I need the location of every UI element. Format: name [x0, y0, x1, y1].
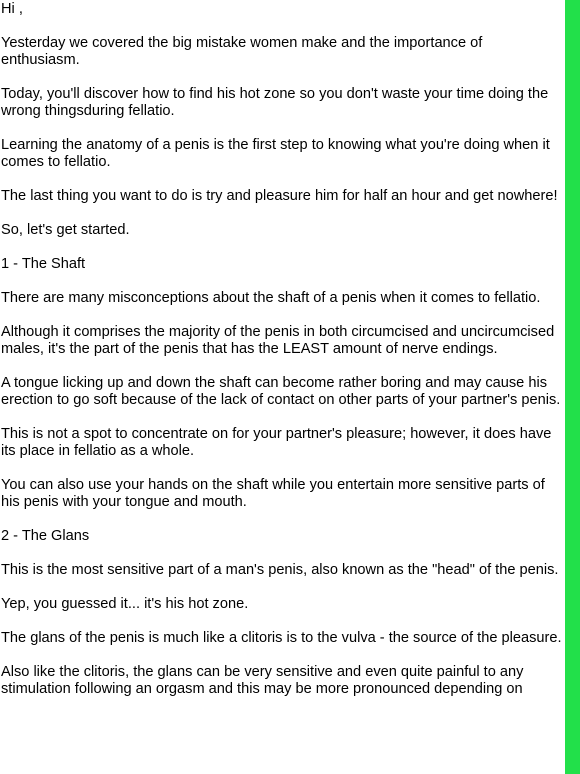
paragraph: This is the most sensitive part of a man's penis, also known as the "head" of the penis. [1, 562, 559, 578]
side-strip [565, 0, 580, 774]
paragraph: This is not a spot to concentrate on for your partner's pleasure; however, it does have its place in fellatio as a whole. [1, 426, 552, 459]
paragraph: So, let's get started. [1, 222, 130, 238]
paragraph: A tongue licking up and down the shaft can become rather boring and may cause his erection to go soft because of the lack of contact on other parts of your partner's penis. [1, 375, 561, 408]
section-heading-glans: 2 - The Glans [1, 528, 90, 544]
email-body [1, 0, 563, 715]
paragraph: You can also use your hands on the shaft while you entertain more sensitive parts of his penis with your tongue and mouth. [1, 477, 545, 510]
paragraph: Learning the anatomy of a penis is the first step to knowing what you're doing when it comes to fellatio. [1, 137, 550, 170]
paragraph: The last thing you want to do is try and pleasure him for half an hour and get nowhere! [1, 188, 558, 204]
greeting: Hi , [1, 1, 23, 17]
paragraph: Today, you'll discover how to find his hot zone so you don't waste your time doing the wrong thingsduring fellatio. [1, 86, 549, 119]
paragraph: Also like the clitoris, the glans can be very sensitive and even quite painful to any stimulation following an orgasm and this may be more pronounced depending on [1, 664, 524, 697]
paragraph: The glans of the penis is much like a clitoris is to the vulva - the source of the pleasure. [1, 630, 562, 646]
paragraph: There are many misconceptions about the shaft of a penis when it comes to fellatio. [1, 290, 541, 306]
paragraph: Yesterday we covered the big mistake women make and the importance of enthusiasm. [1, 35, 483, 68]
section-heading-shaft: 1 - The Shaft [1, 256, 86, 272]
paragraph: Although it comprises the majority of the penis in both circumcised and uncircumcised males, it's the part of the penis that has the LEAST amount of nerve endings. [1, 324, 555, 357]
paragraph: Yep, you guessed it... it's his hot zone. [1, 596, 249, 612]
